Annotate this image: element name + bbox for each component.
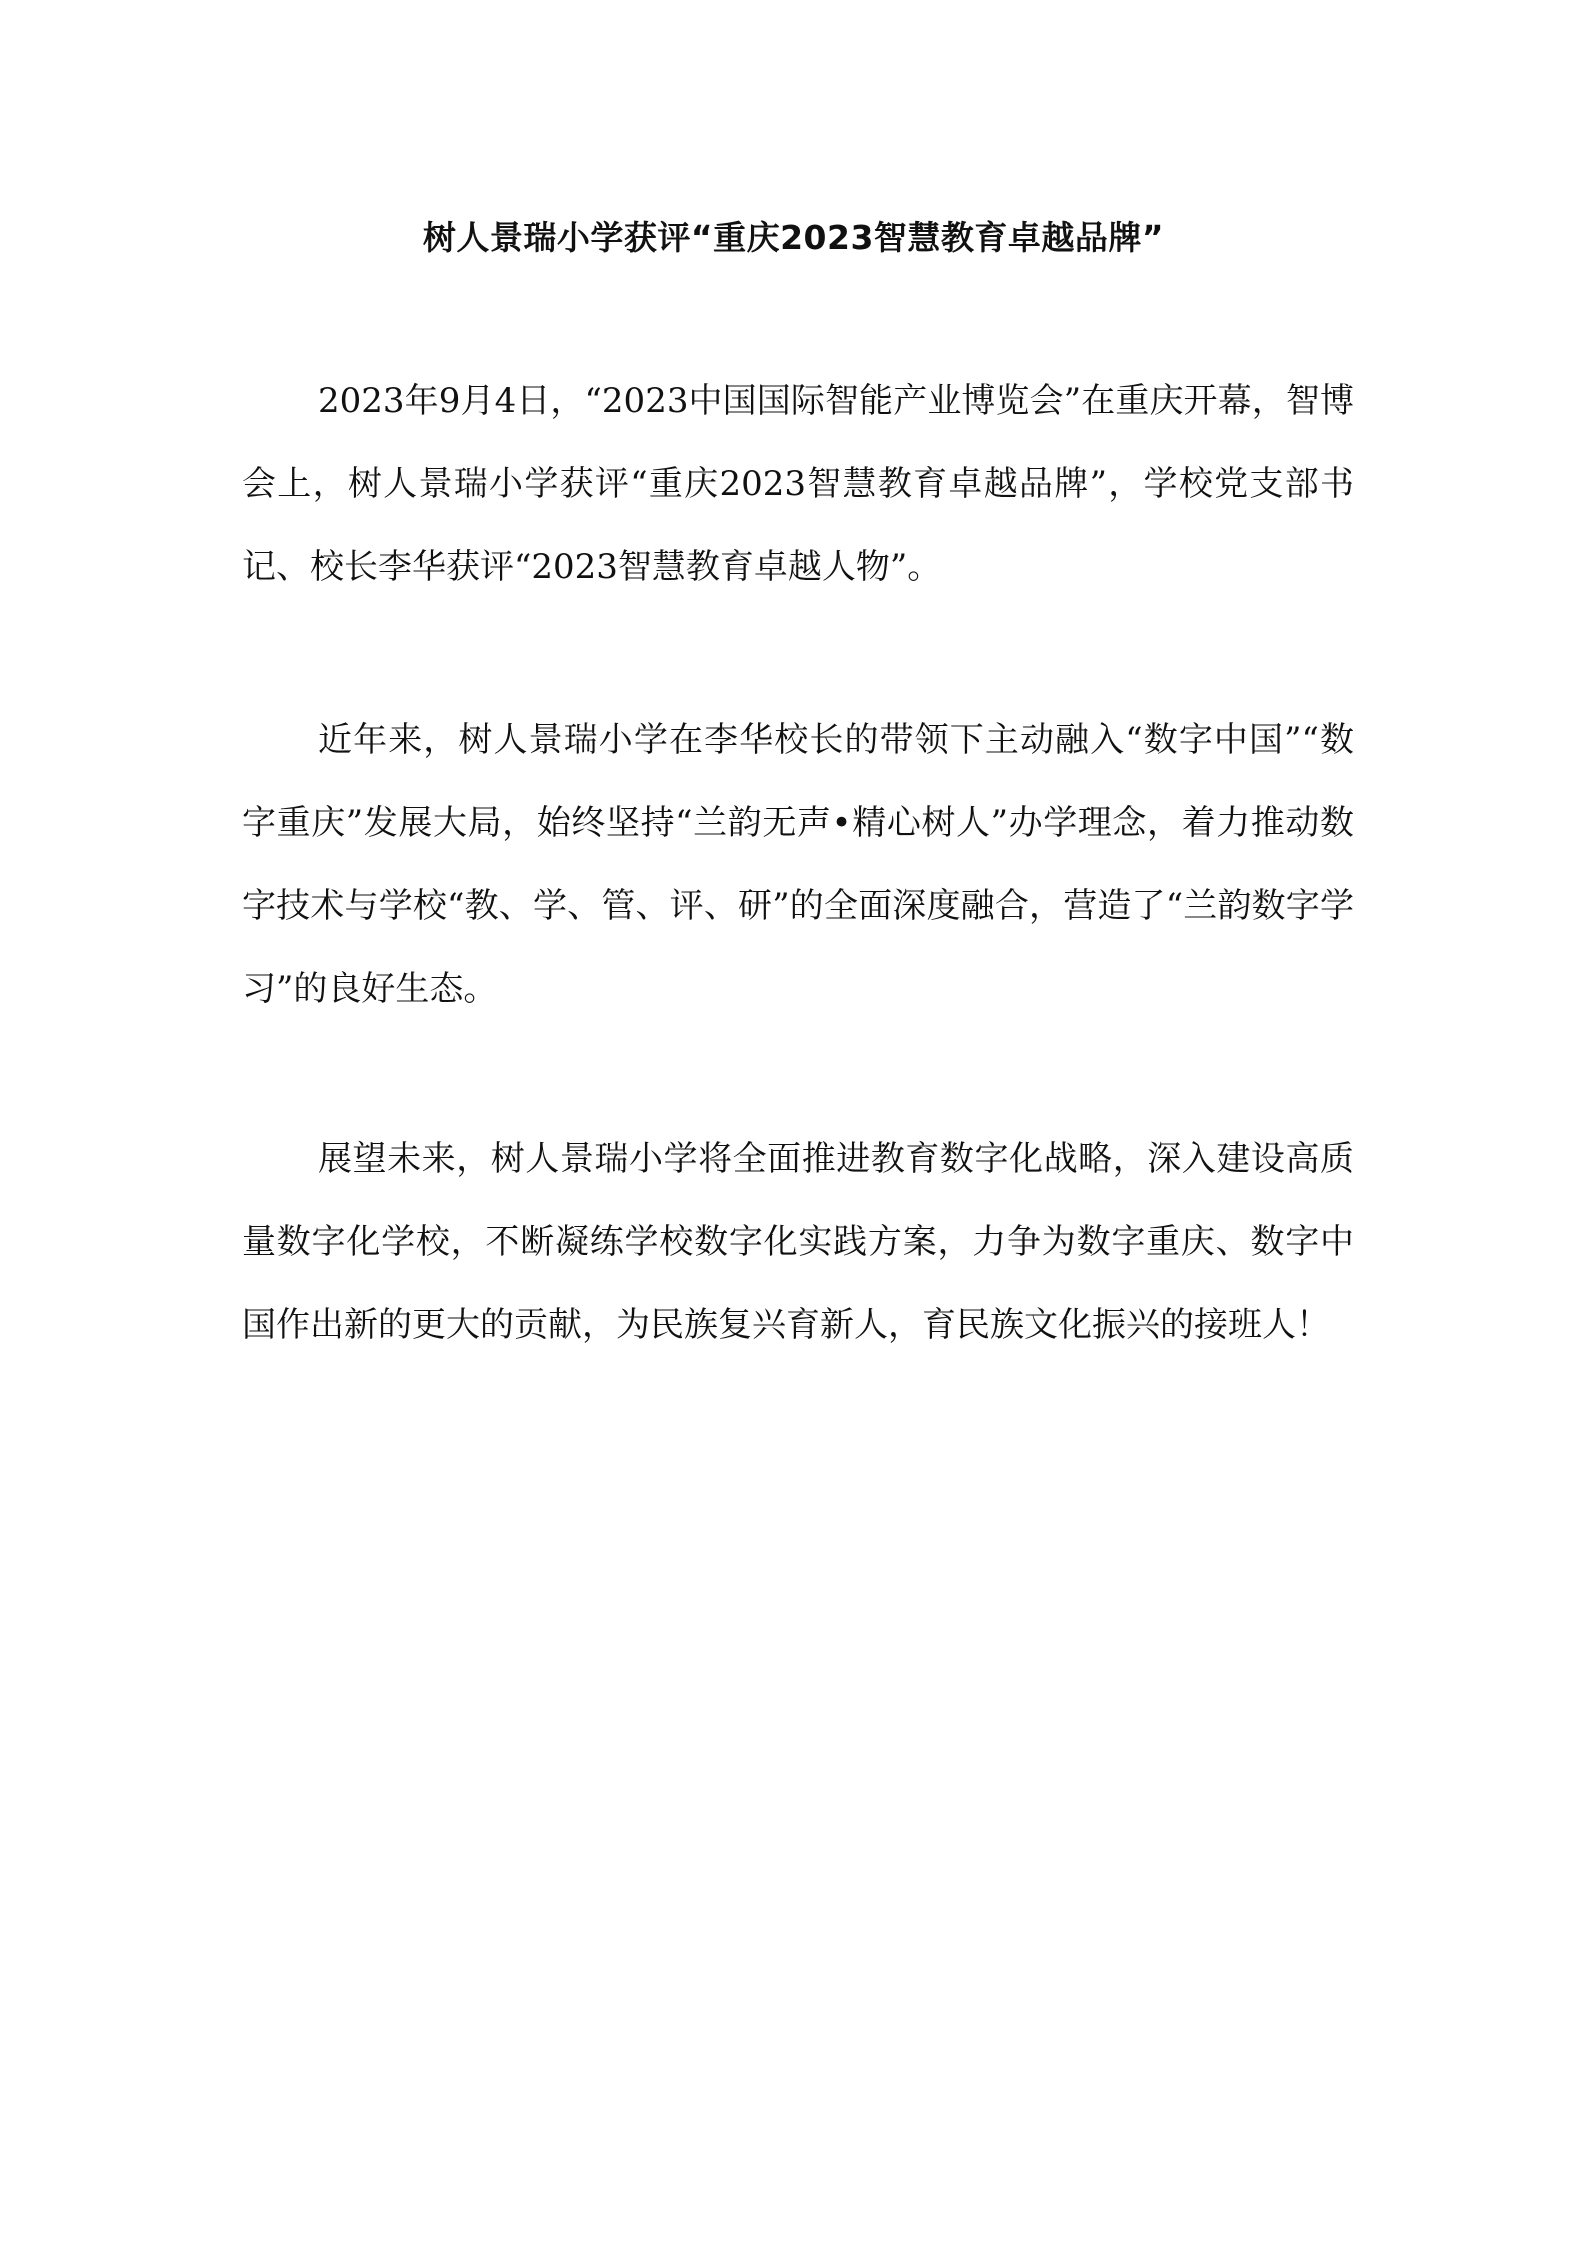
document-title: 树人景瑞小学获评“重庆2023智慧教育卓越品牌” — [422, 218, 1165, 257]
paragraph-future-outlook: 展望未来，树人景瑞小学将全面推进教育数字化战略，深入建设高质量数字化学校，不断凝练学校数字化实践方案，力争为数字重庆、数字中国作出新的更大的贡献，为民族复兴育新人，育民族文化振兴的接班人！ — [242, 1139, 1354, 1345]
paragraph-award-announcement: 2023年9月4日，“2023中国国际智能产业博览会”在重庆开幕，智博会上，树人景瑞小学获评“重庆2023智慧教育卓越品牌”，学校党支部书记、校长李华获评“2023智慧教育卓越人物”。 — [242, 381, 1354, 587]
paragraph-recent-development: 近年来，树人景瑞小学在李华校长的带领下主动融入“数字中国”“数字重庆”发展大局，始终坚持“兰韵无声•精心树人”办学理念，着力推动数字技术与学校“教、学、管、评、研”的全面深度融合，营造了“兰韵数字学习”的良好生态。 — [242, 720, 1354, 1009]
